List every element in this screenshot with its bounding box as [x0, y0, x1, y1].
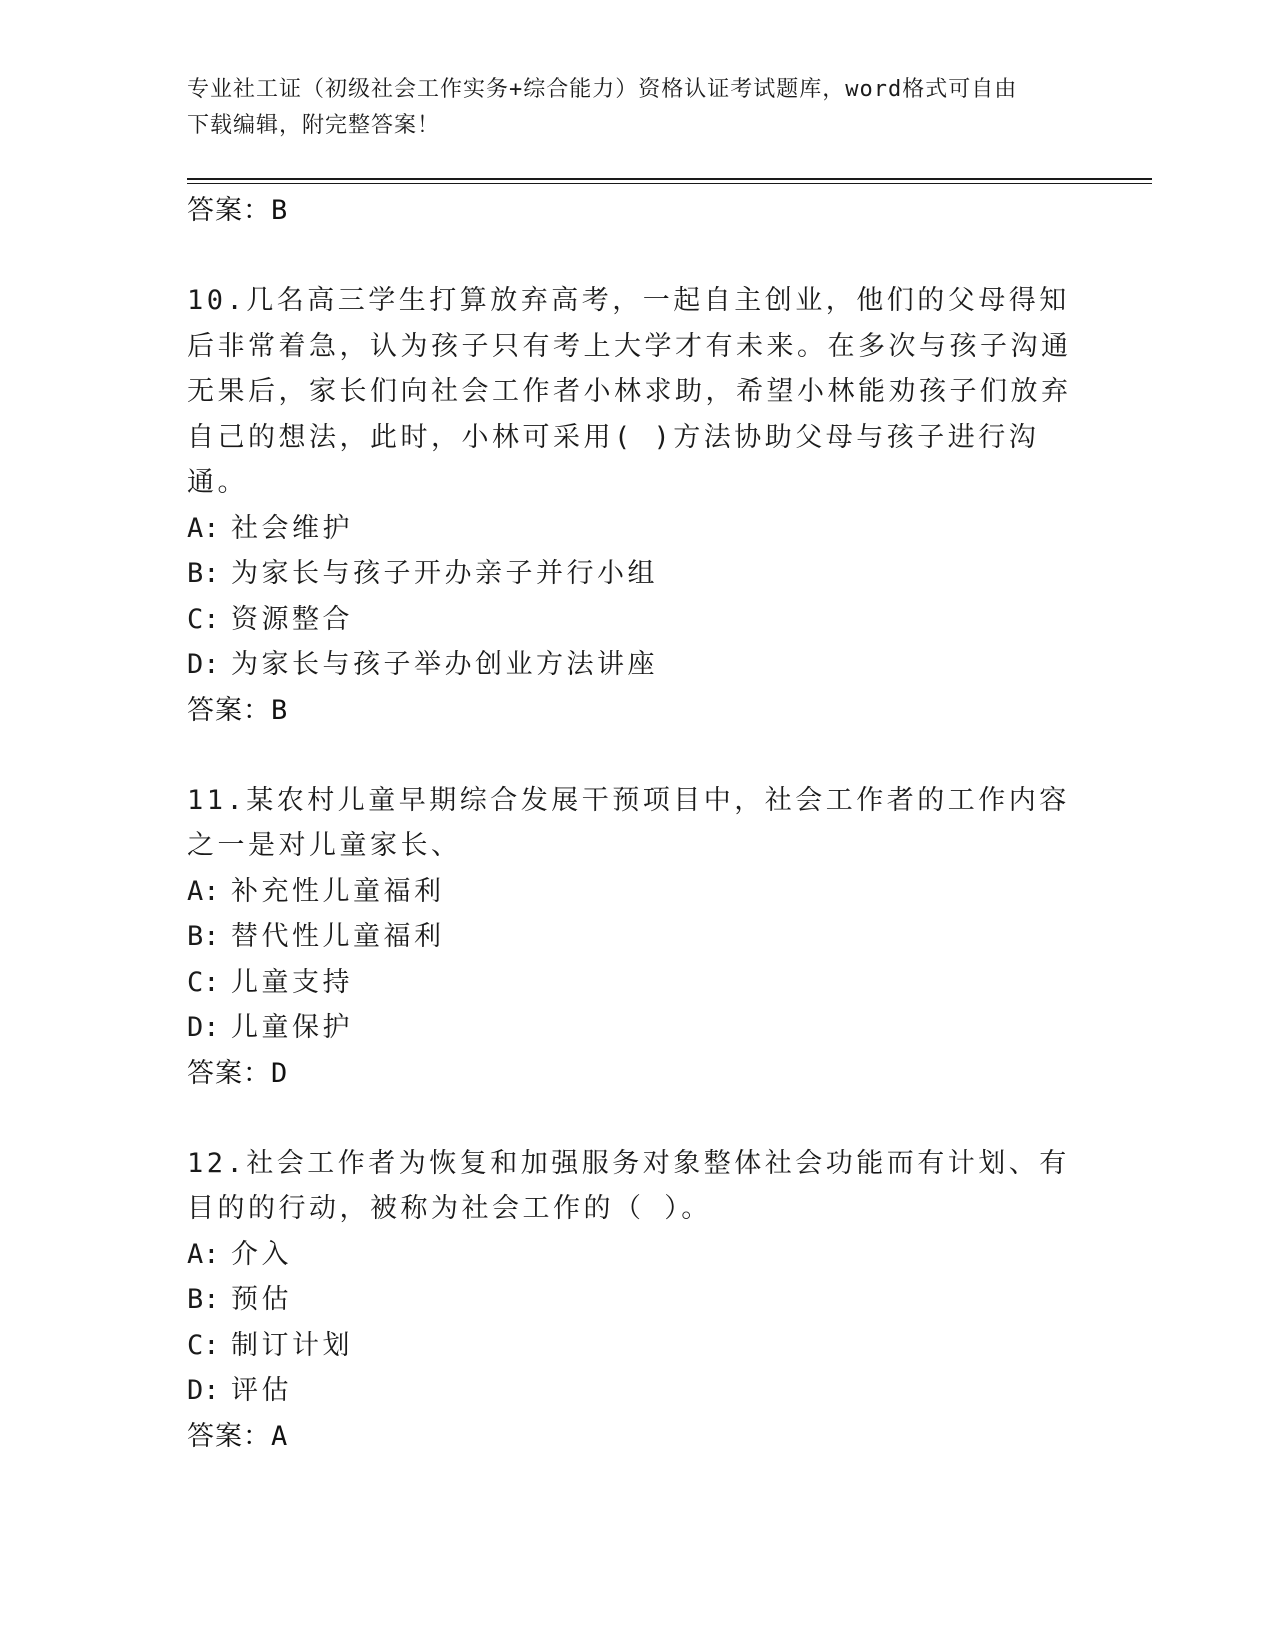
question-text: 11.某农村儿童早期综合发展干预项目中，社会工作者的工作内容之一是对儿童家长、 — [187, 784, 1070, 861]
question-list — [187, 188, 1087, 1460]
option-text: 补充性儿童福利 — [231, 875, 445, 907]
answer-label: 答案： — [187, 694, 271, 726]
option-key: D: — [187, 1012, 220, 1043]
page-header — [187, 72, 1077, 144]
option-text: 儿童支持 — [231, 966, 353, 998]
option-key: A: — [187, 512, 220, 544]
option-text: 替代性儿童福利 — [231, 921, 445, 952]
header-line-1: 专业社工证（初级社会工作实务+综合能力）资格认证考试题库，word格式可自由 — [187, 77, 1018, 102]
option-c — [187, 1323, 1087, 1369]
question-block — [187, 778, 1087, 1097]
option-key: B: — [187, 921, 220, 952]
answer-value: D — [271, 1057, 289, 1089]
question-text: 12.社会工作者为恢复和加强服务对象整体社会功能而有计划、有目的的行动，被称为社会工作的（ ）。 — [187, 1147, 1070, 1224]
option-text: 为家长与孩子开办亲子并行小组 — [231, 558, 658, 589]
answer-label: 答案： — [187, 1420, 271, 1452]
option-b — [187, 551, 1087, 597]
answer-label: 答案： — [187, 1057, 271, 1089]
option-text: 介入 — [231, 1238, 292, 1270]
header-divider-thin — [187, 183, 1152, 184]
option-key: A: — [187, 875, 220, 907]
option-key: C: — [187, 603, 220, 635]
option-b — [187, 1277, 1087, 1323]
spacer — [187, 734, 1087, 778]
option-key: B: — [187, 558, 220, 589]
option-text: 儿童保护 — [231, 1012, 353, 1043]
option-d — [187, 642, 1087, 688]
option-key: C: — [187, 966, 220, 998]
option-key: D: — [187, 1375, 220, 1406]
answer-value: B — [271, 694, 289, 726]
option-text: 社会维护 — [231, 512, 353, 544]
option-c — [187, 597, 1087, 643]
option-key: A: — [187, 1238, 220, 1270]
question-text: 10.几名高三学生打算放弃高考，一起自主创业，他们的父母得知后非常着急，认为孩子只有考上大学才有未来。在多次与孩子沟通无果后，家长们向社会工作者小林求助，希望小林能劝孩子们放弃自己的想法，此时，小林可采用( )方法协助父母与孩子进行沟通。 — [187, 285, 1072, 498]
option-text: 资源整合 — [231, 603, 353, 635]
option-d — [187, 1368, 1087, 1414]
option-a — [187, 1232, 1087, 1278]
answer-line — [187, 1051, 1087, 1097]
option-key: B: — [187, 1284, 220, 1315]
option-key: D: — [187, 649, 220, 680]
spacer — [187, 1097, 1087, 1141]
answer-line — [187, 188, 1087, 234]
header-line-2: 下载编辑，附完整答案！ — [187, 113, 441, 138]
question-block — [187, 1141, 1087, 1460]
option-text: 为家长与孩子举办创业方法讲座 — [231, 649, 658, 680]
option-d — [187, 1005, 1087, 1051]
option-text: 预估 — [231, 1284, 292, 1315]
answer-line — [187, 688, 1087, 734]
header-divider-thick — [187, 178, 1152, 180]
answer-value: A — [271, 1420, 289, 1452]
question-block — [187, 278, 1087, 734]
option-a — [187, 506, 1087, 552]
option-c — [187, 960, 1087, 1006]
option-text: 制订计划 — [231, 1329, 353, 1361]
option-text: 评估 — [231, 1375, 292, 1406]
answer-line — [187, 1414, 1087, 1460]
answer-label: 答案： — [187, 195, 271, 226]
option-b — [187, 914, 1087, 960]
answer-value: B — [271, 195, 289, 226]
spacer — [187, 234, 1087, 278]
option-a — [187, 869, 1087, 915]
option-key: C: — [187, 1329, 220, 1361]
